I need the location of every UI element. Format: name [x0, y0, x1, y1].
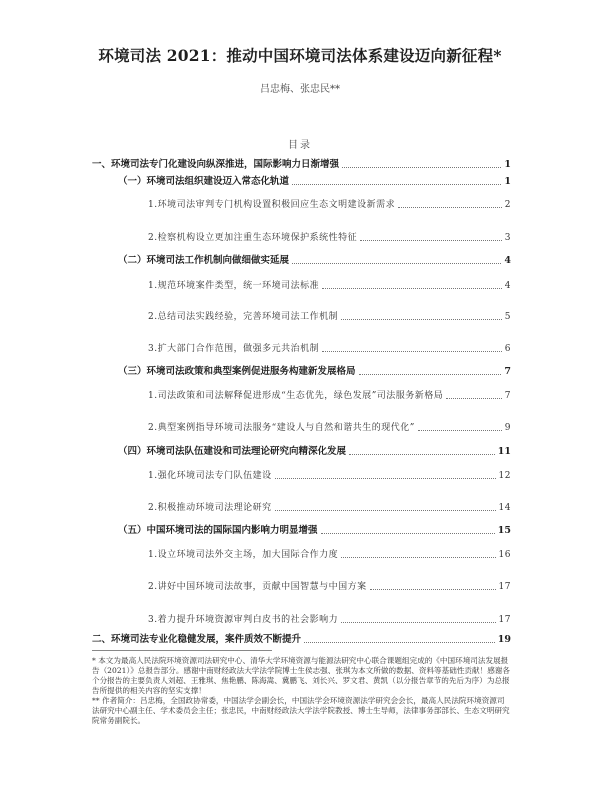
- toc-entry[interactable]: [148, 579, 511, 593]
- toc-leader-dots: [292, 183, 501, 185]
- toc-entry-label: （三）环境司法政策和典型案例促进服务构建新发展格局: [118, 366, 356, 377]
- toc-entry[interactable]: [118, 174, 511, 188]
- footnote-1: * 本文为最高人民法院环境资源司法研究中心、清华大学环境资源与能源法研究中心联合课题组完成的《中国环境司法发展报告（2021）》总报告部分。感谢中南财经政法大学法学院博士生侯志强、张琪为本文所做的数据、资料等基础性贡献！感谢各个分报告的主要负责人刘超、王雅琪、焦艳鹏、陈海嵩、冀鹏飞、刘长兴、罗文君、黄凯（以分报告章节的先后为序）为总报告所提供的相关内容的坚实支撑！: [92, 656, 510, 695]
- toc-entry[interactable]: [148, 547, 511, 561]
- document-title: 环境司法 2021：推动中国环境司法体系建设迈向新征程*: [98, 46, 502, 65]
- toc-leader-dots: [341, 621, 495, 623]
- toc-entry[interactable]: [148, 230, 511, 244]
- toc-entry[interactable]: [148, 612, 511, 626]
- toc-heading: 目录: [288, 140, 312, 151]
- toc-entry-label: （一）环境司法组织建设迈入常态化轨道: [118, 176, 290, 187]
- toc-entry-label: 3.扩大部门合作范围，做强多元共治机制: [148, 344, 320, 354]
- toc-entry[interactable]: [148, 341, 511, 355]
- toc-leader-dots: [341, 556, 495, 558]
- toc-entry[interactable]: [148, 197, 511, 211]
- toc-entry-label: 2.检察机构设立更加注重生态环境保护系统性特征: [148, 233, 358, 243]
- toc-leader-dots: [446, 397, 501, 399]
- toc-leader-dots: [292, 262, 501, 264]
- toc-leader-dots: [370, 588, 496, 590]
- toc-entry-label: （五）中国环境司法的国际国内影响力明显增强: [118, 525, 318, 536]
- toc-entry[interactable]: [148, 388, 511, 402]
- toc-entry[interactable]: [148, 420, 511, 434]
- toc-page-number: 2: [504, 200, 511, 210]
- toc-page-number: 14: [498, 503, 511, 513]
- toc-leader-dots: [322, 287, 502, 289]
- toc-entry-label: 2.典型案例指导环境司法服务“建设人与自然和谐共生的现代化”: [148, 423, 415, 433]
- toc-entry-label: 1.设立环境司法外交主场，加大国际合作力度: [148, 550, 339, 560]
- toc-entry-label: 1.规范环境案件类型，统一环境司法标准: [148, 281, 320, 291]
- toc-entry[interactable]: [92, 632, 511, 646]
- toc-leader-dots: [418, 429, 502, 431]
- toc-page-number: 6: [504, 344, 511, 354]
- toc-entry[interactable]: [118, 253, 511, 267]
- toc-entry[interactable]: [148, 278, 511, 292]
- toc-entry[interactable]: [148, 468, 511, 482]
- toc-page-number: 9: [504, 423, 511, 433]
- toc-leader-dots: [360, 239, 502, 241]
- toc-page-number: 5: [504, 312, 511, 322]
- footnote-2: ** 作者简介：吕忠梅，全国政协常委，中国法学会副会长，中国法学会环境资源法学研究会会长，最高人民法院环境资源司法研究中心副主任、学术委员会主任；张忠民，中南财经政法大学法学院教授、博士生导师，法律事务部部长、生态文明研究院常务副院长。: [92, 696, 510, 725]
- toc-page-number: 17: [498, 615, 511, 625]
- toc-entry[interactable]: [92, 157, 511, 171]
- toc-page-number: 4: [504, 281, 511, 291]
- toc-leader-dots: [322, 350, 502, 352]
- toc-entry-label: 二、环境司法专业化稳健发展，案件质效不断提升: [92, 634, 302, 645]
- toc-entry-label: 1.司法政策和司法解释促进形成“生态优先，绿色发展”司法服务新格局: [148, 391, 444, 401]
- toc-page-number: 19: [497, 634, 511, 645]
- toc-entry[interactable]: [148, 309, 511, 323]
- toc-page-number: 7: [504, 366, 511, 377]
- toc-leader-dots: [304, 641, 495, 643]
- toc-entry[interactable]: [118, 364, 511, 378]
- toc-page-number: 12: [498, 471, 511, 481]
- toc-leader-dots: [275, 477, 496, 479]
- toc-page-number: 16: [498, 550, 511, 560]
- toc-entry[interactable]: [118, 444, 511, 458]
- author-line: 吕忠梅、张忠民**: [260, 84, 340, 95]
- toc-entry-label: 3.着力提升环境资源审判白皮书的社会影响力: [148, 615, 339, 625]
- footnotes: [92, 656, 512, 726]
- toc-entry-label: 一、环境司法专门化建设向纵深推进，国际影响力日渐增强: [92, 159, 340, 170]
- toc-page-number: 17: [498, 582, 511, 592]
- toc-page-number: 1: [504, 176, 511, 187]
- toc-page-number: 7: [504, 391, 511, 401]
- toc-page-number: 15: [497, 525, 511, 536]
- toc-entry-label: 2.总结司法实践经验，完善环境司法工作机制: [148, 312, 339, 322]
- toc-entry-label: 2.讲好中国环境司法故事，贡献中国智慧与中国方案: [148, 582, 367, 592]
- toc-leader-dots: [342, 166, 501, 168]
- toc-entry-label: （二）环境司法工作机制向做细做实延展: [118, 255, 290, 266]
- footnote-divider: [92, 650, 272, 651]
- toc-page-number: 11: [497, 446, 511, 457]
- toc-leader-dots: [321, 532, 495, 534]
- toc-page-number: 1: [504, 159, 511, 170]
- toc-leader-dots: [398, 206, 502, 208]
- toc-leader-dots: [349, 453, 495, 455]
- toc-leader-dots: [359, 373, 502, 375]
- toc-entry[interactable]: [118, 523, 511, 537]
- toc-entry[interactable]: [148, 500, 511, 514]
- toc-entry-label: （四）环境司法队伍建设和司法理论研究向精深化发展: [118, 446, 347, 457]
- toc-leader-dots: [275, 509, 496, 511]
- toc-leader-dots: [341, 318, 502, 320]
- toc-page-number: 3: [504, 233, 511, 243]
- toc-entry-label: 1.环境司法审判专门机构设置积极回应生态文明建设新需求: [148, 200, 396, 210]
- toc-entry-label: 1.强化环境司法专门队伍建设: [148, 471, 272, 481]
- toc-page-number: 4: [504, 255, 511, 266]
- toc-entry-label: 2.积极推动环境司法理论研究: [148, 503, 272, 513]
